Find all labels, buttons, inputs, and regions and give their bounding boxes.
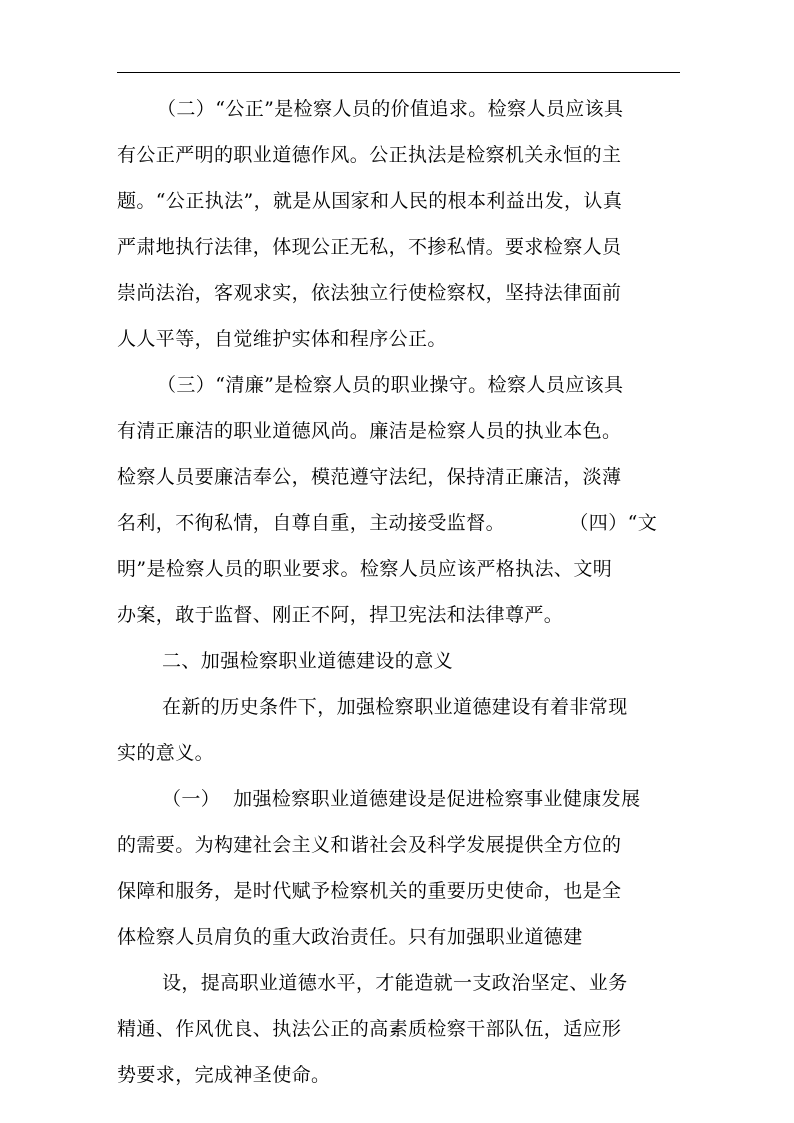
paragraph-line: （一） 加强检察职业道德建设是促进检察事业健康发展 bbox=[162, 788, 641, 810]
paragraph-line: 保障和服务，是时代赋予检察机关的重要历史使命，也是全 bbox=[117, 880, 622, 902]
body-text bbox=[117, 86, 680, 1098]
paragraph-line: 名利，不徇私情，自尊自重，主动接受监督。 （四）“文 bbox=[117, 512, 658, 534]
paragraph-line: 设，提高职业道德水平，才能造就一支政治坚定、业务 bbox=[162, 972, 628, 994]
paragraph-line: （二）“公正”是检察人员的价值追求。检察人员应该具 bbox=[157, 98, 624, 120]
paragraph-line: 体检察人员肩负的重大政治责任。只有加强职业道德建 bbox=[117, 926, 583, 948]
paragraph-line: 明”是检察人员的职业要求。检察人员应该严格执法、文明 bbox=[117, 558, 613, 580]
paragraph-line: 精通、作风优良、执法公正的高素质检察干部队伍，适应形 bbox=[117, 1018, 622, 1040]
paragraph-line: 崇尚法治，客观求实，依法独立行使检察权，坚持法律面前 bbox=[117, 282, 622, 304]
paragraph-line: 检察人员要廉洁奉公，模范遵守法纪，保持清正廉洁，淡薄 bbox=[117, 466, 622, 488]
header-rule bbox=[117, 72, 680, 73]
paragraph-line: 在新的历史条件下，加强检察职业道德建设有着非常现 bbox=[162, 696, 628, 718]
paragraph-line: 办案，敢于监督、刚正不阿，捍卫宪法和法律尊严。 bbox=[117, 604, 564, 626]
paragraph-line: （三）“清廉”是检察人员的职业操守。检察人员应该具 bbox=[157, 374, 624, 396]
paragraph-line: 有公正严明的职业道德作风。公正执法是检察机关永恒的主 bbox=[117, 144, 622, 166]
paragraph-line: 严肃地执行法律，体现公正无私，不掺私情。要求检察人员 bbox=[117, 236, 622, 258]
paragraph-line: 的需要。为构建社会主义和谐社会及科学发展提供全方位的 bbox=[117, 834, 622, 856]
paragraph-line: 人人平等，自觉维护实体和程序公正。 bbox=[117, 328, 447, 350]
paragraph-line: 有清正廉洁的职业道德风尚。廉洁是检察人员的执业本色。 bbox=[117, 420, 622, 442]
paragraph-line: 势要求，完成神圣使命。 bbox=[117, 1064, 331, 1086]
paragraph-line: 实的意义。 bbox=[117, 742, 215, 764]
paragraph-line: 题。“公正执法”，就是从国家和人民的根本利益出发，认真 bbox=[117, 190, 623, 212]
section-heading: 二、加强检察职业道德建设的意义 bbox=[162, 650, 454, 672]
